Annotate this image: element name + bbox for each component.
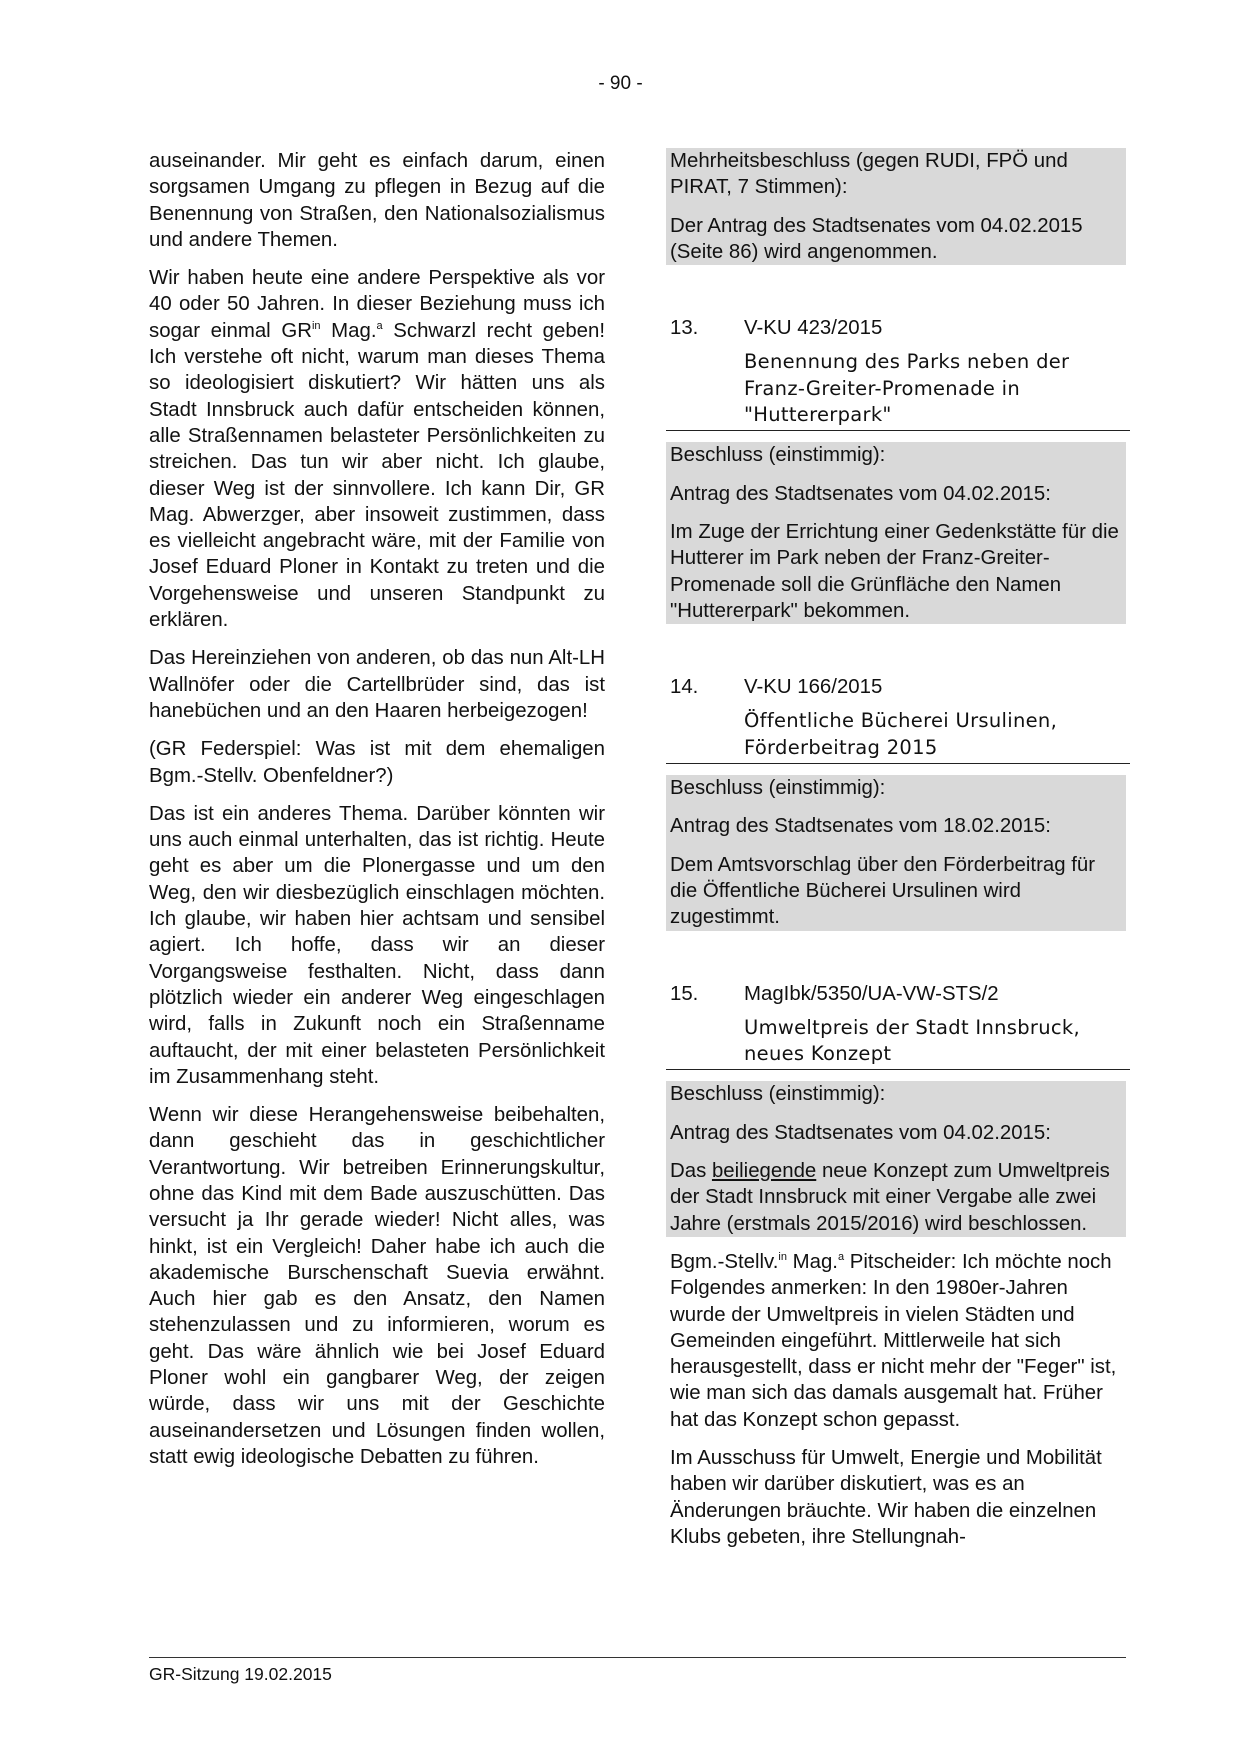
paragraph: Bgm.-Stellv.$^{in}$ Mag.$^a$ Pitscheider: Ich möchte noch Folgendes anmerken: In den 1980er-Jahren wurde der Umweltpreis in vielen Städten und Gemeinden eingeführt. Mittlerweile hat sich herausgestellt, dass er nicht mehr der "Feger" ist, wie man sich das damals ausgemalt hat. Früher hat das Konzept schon gepasst.	[670, 1250, 1117, 1431]
divider	[666, 763, 1130, 764]
paragraph: Wir haben heute eine andere Perspektive als vor 40 oder 50 Jahren. In dieser Beziehung muss ich sogar einmal $GR^{in}$ Mag.$^a$ Schwarzl recht geben! Ich verstehe oft nicht, warum man dieses Thema so ideologisiert diskutiert? Wir hätten uns als Stadt Innsbruck auch dafür entscheiden können, alle Straßennamen belasteter Persönlichkeiten zu streichen. Das tun wir aber nicht. Ich glaube, dieser Weg ist der sinnvollere. Ich kann Dir, GR Mag. Abwerzger, aber insoweit zustimmen, dass es vielleicht angebracht wäre, mit der Familie von Josef Eduard Ploner in Kontakt zu treten und die Vorgehensweise und unseren Standpunkt zu erklären.	[149, 267, 606, 632]
superscript: in	[778, 1251, 787, 1264]
paragraph: (GR Federspiel: Was ist mit dem ehemaligen Bgm.-Stellv. Obenfeldner?)	[149, 738, 605, 787]
resolution-type: Mehrheitsbeschluss (gegen RUDI, FPÖ und PIRAT, 7 Stimmen):	[670, 150, 1068, 199]
resolution-box	[666, 775, 1126, 930]
item-number: 15.	[670, 982, 699, 1005]
paragraph: Im Ausschuss für Umwelt, Energie und Mobilität haben wir darüber diskutiert, was es an Änderungen bräuchte. Wir haben die einzelnen Klubs gebeten, ihre Stellungnah-	[670, 1446, 1102, 1548]
resolution-type: Beschluss (einstimmig):	[670, 777, 886, 800]
paragraph: Das ist ein anderes Thema. Darüber könnten wir uns auch einmal unterhalten, das ist richtig. Heute geht es aber um die Plonergasse und um den Weg, den wir diesbezüglich einschlagen möchten. Ich glaube, wir haben hier achtsam und sensibel agiert. Ich hoffe, dass wir an dieser Vorgangsweise festhalten. Nicht, dass dann plötzlich wieder ein anderer Weg eingeschlagen wird, falls in Zukunft noch ein Straßenname auftaucht, der mit einer belasteten Persönlichkeit im Zusammenhang steht.	[149, 802, 605, 1088]
resolution-text: Im Zuge der Errichtung einer Gedenkstätte für die Hutterer im Park neben der Franz-Greiter-Promenade soll die Grünfläche den Namen "Huttererpark" bekommen.	[670, 520, 1119, 622]
divider	[666, 1069, 1130, 1070]
item-title: Benennung des Parks neben der Franz-Greiter-Promenade in "Huttererpark"	[744, 350, 1070, 427]
resolution-text: Das beiliegende neue Konzept zum Umweltpreis der Stadt Innsbruck mit einer Vergabe alle zwei Jahre (erstmals 2015/2016) wird beschlossen.	[670, 1160, 1110, 1235]
motion-reference: Antrag des Stadtsenates vom 04.02.2015:	[670, 482, 1051, 505]
paragraph: Das Hereinziehen von anderen, ob das nun Alt-LH Wallnöfer oder die Cartellbrüder sind, das ist hanebüchen und an den Haaren herbeigezogen!	[149, 647, 605, 722]
agenda-item-14	[670, 674, 1126, 930]
footer-divider	[149, 1657, 1126, 1658]
resolution-text: Dem Amtsvorschlag über den Förderbeitrag für die Öffentliche Bücherei Ursulinen wird zugestimmt.	[670, 853, 1095, 929]
resolution-box	[666, 148, 1126, 265]
resolution-type: Beschluss (einstimmig):	[670, 1083, 886, 1106]
agenda-item-13	[670, 315, 1126, 624]
item-number: 13.	[670, 317, 699, 340]
footer-session-date: GR-Sitzung 19.02.2015	[149, 1664, 332, 1684]
right-column	[670, 148, 1126, 1550]
resolution-type: Beschluss (einstimmig):	[670, 444, 886, 467]
resolution-box	[666, 1081, 1126, 1236]
item-title: Öffentliche Bücherei Ursulinen, Förderbeitrag 2015	[744, 709, 1058, 759]
item-code: V-KU 166/2015	[744, 676, 883, 699]
resolution-text: Der Antrag des Stadtsenates vom 04.02.2015 (Seite 86) wird angenommen.	[670, 214, 1083, 263]
underlined-word: beiliegende	[711, 1160, 817, 1183]
item-code: V-KU 423/2015	[744, 317, 883, 340]
superscript: a	[837, 1251, 845, 1264]
motion-reference: Antrag des Stadtsenates vom 04.02.2015:	[670, 1121, 1051, 1144]
superscript: in	[311, 319, 321, 332]
resolution-box	[666, 442, 1126, 624]
paragraph: Wenn wir diese Herangehensweise beibehalten, dann geschieht das in geschichtlicher Verantwortung. Wir betreiben Erinnerungskultur, ohne das Kind mit dem Bade auszuschütten. Das versucht ja Ihr gerade wieder! Nicht alles, was hinkt, ist ein Vergleich! Daher habe ich auch die akademische Burschenschaft Suevia erwähnt. Auch hier gab es den Ansatz, den Namen stehenzulassen und zu informieren, worum es geht. Das wäre ähnlich wie bei Josef Eduard Ploner wohl ein gangbarer Weg, der zeigen würde, dass wir uns mit der Geschichte auseinandersetzen und Lösungen finden wollen, statt ewig ideologische Debatten zu führen.	[149, 1104, 605, 1468]
item-title: Umweltpreis der Stadt Innsbruck, neues Konzept	[744, 1015, 1080, 1066]
page-number: - 90 -	[598, 73, 643, 94]
agenda-item-15	[670, 981, 1126, 1237]
speech-continuation	[670, 1249, 1126, 1550]
left-column	[149, 148, 605, 1482]
divider	[666, 430, 1130, 431]
item-code: MagIbk/5350/UA-VW-STS/2	[744, 982, 999, 1005]
superscript: a	[376, 319, 383, 332]
paragraph: auseinander. Mir geht es einfach darum, einen sorgsamen Umgang zu pflegen in Bezug auf die Benennung von Straßen, den Nationalsozialismus und andere Themen.	[149, 150, 605, 251]
motion-reference: Antrag des Stadtsenates vom 18.02.2015:	[670, 815, 1051, 838]
item-number: 14.	[670, 676, 699, 699]
